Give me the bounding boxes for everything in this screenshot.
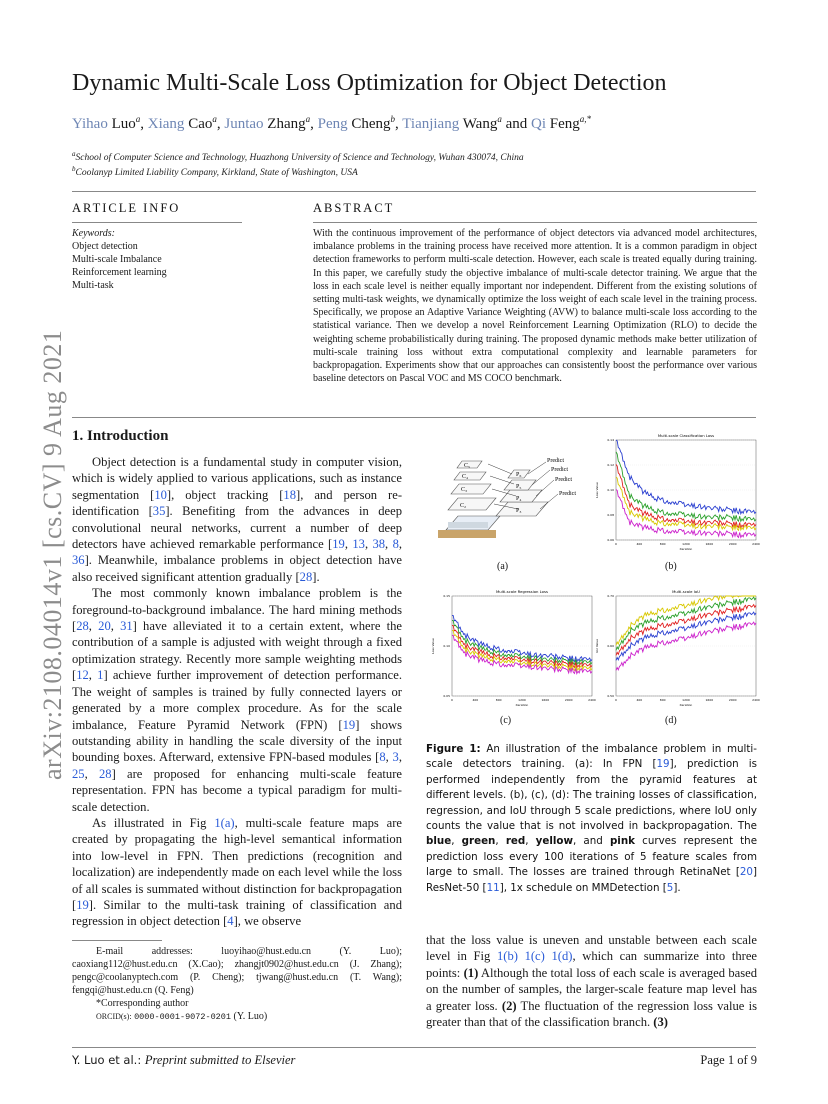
text-run: , — [88, 668, 98, 683]
citation-link[interactable]: 5 — [666, 881, 674, 894]
text-run: The fluctuation of the regression loss value is greater than that of the classification branch. — [426, 998, 757, 1030]
text-run: , which can summarize into three points: — [426, 949, 757, 980]
airplane-image — [438, 530, 496, 538]
affiliation-a: $^a$School of Computer Science and Technology, Huazhong University of Science and Technology, Wuhan 430074, China — [72, 150, 524, 164]
citation-link[interactable]: 28 — [98, 766, 112, 781]
keyword-item: Multi-task — [72, 280, 114, 291]
text-run: , — [495, 835, 506, 848]
y-tick-label: 0.12 — [607, 463, 614, 467]
fpn-scale-label: C₅ — [464, 463, 471, 469]
x-tick-label: 2400 — [752, 698, 760, 702]
text-run: , — [525, 835, 536, 848]
text-run: ]. Similar to the multi-task training of classification and regression in object detection [ — [72, 897, 402, 929]
fpn-plane — [451, 484, 491, 494]
citation-link[interactable]: 8 — [379, 750, 386, 765]
intro-paragraph-3 — [72, 815, 402, 930]
author[interactable]: Qi Feng$^{a,*}$ — [531, 114, 591, 132]
abstract-text: With the continuous improvement of the performance of object detectors via advanced model architectures, imbalance problems in the training process have received more attention. It is a common paradigm in object detection frameworks to perform multi-scale detection. However, each scale is treated equally during training. In this paper, we carefully study the objective imbalance of multi-scale detector training. We argue that the loss in each scale level is neither equally important nor independent. Different from the existing solutions of setting multi-task weights, we dynamically optimize the loss weight of each scale level in the training process. Specifically, we propose an Adaptive Variance Weighting (AVW) to balance multi-scale loss according to the statistical variance. Then we develop a novel Reinforcement Learning Optimization (RLO) to decide the weighting scheme probabilistically during training. The proposed dynamic methods make better utilization of multi-scale training loss without extra computational complexity and learnable parameters for backpropagation. Experiments show that our approaches can consistently boost the performance over various baseline detectors on Pascal VOC and MS COCO benchmark. — [313, 228, 757, 385]
subfigure-label-b: (b) — [665, 561, 677, 572]
intro-paragraph-4 — [426, 932, 757, 1030]
y-tick-label: 0.06 — [607, 538, 614, 542]
text-run: ], object tracking [ — [166, 487, 284, 502]
article-info-rule — [72, 222, 242, 223]
fpn-arrow — [528, 462, 546, 474]
chart-title: Multi-scale Classification Loss — [657, 433, 715, 438]
text-run: The most commonly known imbalance problem is the foreground-to-background imbalance. The hard mining methods [ — [72, 586, 402, 634]
intro-paragraph-1 — [72, 454, 402, 585]
footnote-corresponding: *Corresponding author — [96, 998, 189, 1009]
predict-label: Predict — [551, 467, 568, 473]
authors-and: and — [505, 116, 528, 132]
text-run: ] have alleviated it to a certain extent, where the contribution of a sample is adjusted with weight through a fixed optimization strategy. Recently more sample weighting methods [ — [72, 619, 403, 683]
citation-link[interactable]: 1(d) — [551, 949, 573, 964]
footnote-emails: E-mail addresses: luoyihao@hust.edu.cn (Y. Luo); caoxiang112@hust.edu.cn (X.Cao); zhangjt0902@hust.edu.cn (J. Zhang); pengc@coolanyptech.com (P. Cheng); tjwang@hust.edu.cn (T. Wang); fengqi@hust.edu.cn (Q. Feng) — [72, 946, 402, 996]
text-run: ] achieve further improvement of detection performance. The weight of samples is trained by fully connected layers or generated by a more complex procedure. As for the scale imbalance, Feature Pyramid Network (FPN) [ — [72, 668, 403, 732]
keyword-item: Multi-scale Imbalance — [72, 254, 162, 265]
text-run: , — [344, 537, 353, 552]
fpn-level-label: P₄ — [516, 496, 522, 502]
fpn-arrow — [540, 494, 558, 509]
x-tick-label: 2400 — [588, 698, 596, 702]
author[interactable]: Peng Cheng$^b$ — [317, 114, 396, 132]
x-tick-label: 2000 — [728, 698, 737, 702]
text-run: , multi-scale feature maps are created by propagating the high-level semantical information into low-level in FPN. Then predictions (recognition and localization) are independently made on each level while the loss of all scales is summated without distinction for backpropagation [ — [72, 815, 402, 912]
citation-link[interactable]: 1(c) — [524, 949, 545, 964]
bold-run: (1) — [463, 965, 479, 980]
chart-title: Multi-scale IoU — [672, 589, 700, 594]
predict-label: Predict — [555, 477, 572, 483]
citation-link[interactable]: 19 — [656, 758, 670, 771]
x-axis-label: iteration — [679, 547, 693, 551]
y-tick-label: 0.10 — [607, 488, 614, 492]
text-run: ] are proposed for enhancing multi-scale feature representation. FPN has become a typical paradigm for multi-scale detection. — [72, 766, 402, 814]
author-list: Yihao Luo$^a$, Xiang Cao$^a$, Juntao Zhang$^a$, Peng Cheng$^b$, Tianjiang Wang$^a$ and Qi Feng$^{a,*}$ — [72, 114, 591, 132]
chart-panel-d — [592, 584, 762, 710]
keyword-item: Object detection — [72, 241, 138, 252]
fpn-arrow — [532, 470, 550, 485]
citation-link[interactable]: 18 — [283, 487, 297, 502]
abstract-rule — [313, 222, 757, 223]
bold-run: blue — [426, 835, 452, 848]
predict-label: Predict — [547, 458, 564, 464]
y-tick-label: 0.15 — [443, 594, 450, 598]
citation-link[interactable]: 28 — [76, 619, 89, 634]
footer-preprint: Preprint submitted to Elsevier — [144, 1053, 296, 1067]
y-tick-label: 0.05 — [443, 694, 450, 698]
y-tick-label: 0.70 — [607, 594, 614, 598]
fpn-plane — [454, 472, 486, 480]
predict-label: Predict — [559, 491, 576, 497]
text-run: Although the total loss of each scale is averaged based on the number of samples, the larger-scale feature map level has a greater loss. — [426, 965, 757, 1013]
fpn-scale-label: C₄ — [462, 474, 469, 480]
text-run: , — [385, 750, 393, 765]
footer-left: Y. Luo et al.: Preprint submitted to Elsevier — [72, 1053, 296, 1067]
fpn-level-label: P₅ — [516, 484, 522, 490]
fpn-scale-label: C₂ — [460, 503, 467, 509]
abstract-bottom-rule — [72, 417, 756, 418]
text-run: ]. Meanwhile, imbalance problems in object detection have also received significant attention gradually [ — [72, 553, 402, 584]
text-run: , — [398, 750, 402, 765]
text-run: Object detection is a fundamental study in computer vision, which is widely applied to various applications, such as instance segmentation [ — [72, 455, 402, 502]
text-run: ] ResNet-50 [ — [426, 866, 757, 894]
x-tick-label: 1200 — [682, 698, 690, 702]
text-run: that the loss value is uneven and unstable between each scale level in Fig — [426, 933, 757, 964]
text-run: , — [88, 619, 99, 634]
text-run: curves represent the prediction loss every 100 iterations of 5 feature scales from large to small. The losses are trained through RetinaNet [ — [426, 835, 758, 879]
text-run: , — [110, 619, 121, 634]
fpn-scale-label: C₃ — [461, 487, 468, 493]
y-tick-label: 0.14 — [607, 438, 614, 442]
text-run — [518, 949, 525, 963]
x-tick-label: 2000 — [564, 698, 573, 702]
citation-link[interactable]: 31 — [120, 619, 133, 634]
citation-link[interactable]: 19 — [76, 897, 89, 912]
text-run: ], and person re-identification [ — [72, 487, 403, 519]
citation-link[interactable]: 28 — [299, 569, 313, 584]
citation-link[interactable]: 20 — [739, 866, 753, 879]
citation-link[interactable]: 4 — [227, 914, 234, 929]
text-run: , — [398, 537, 403, 552]
text-run: As illustrated in Fig — [92, 815, 215, 830]
citation-link[interactable]: 25 — [72, 766, 85, 781]
citation-link[interactable]: 8 — [392, 537, 399, 552]
fpn-arrow — [488, 464, 512, 474]
bold-run: yellow — [535, 835, 574, 848]
bold-run: green — [461, 835, 496, 848]
citation-link[interactable]: 1(b) — [496, 949, 518, 964]
x-axis-label: iteration — [679, 703, 693, 707]
text-run: An illustration of the imbalance problem in multi-scale detectors training. (a): In FPN [ — [426, 743, 757, 771]
fpn-arrow — [536, 480, 554, 496]
footnote-orcid: ORCID(s): 0000-0001-9072-0201 (Y. Luo) — [96, 1011, 268, 1022]
x-tick-label: 400 — [636, 698, 643, 702]
regression-loss-chart — [428, 584, 598, 710]
y-tick-label: 0.08 — [607, 513, 614, 517]
bold-run: (2) — [501, 998, 517, 1013]
figure-caption — [426, 742, 757, 896]
fpn-level-label: P₃ — [516, 508, 522, 514]
citation-link[interactable]: 38 — [372, 537, 386, 552]
subfigure-label-c: (c) — [500, 715, 512, 726]
text-run: , and — [573, 835, 610, 848]
keywords-block — [72, 227, 272, 292]
x-tick-label: 400 — [472, 698, 479, 702]
text-run: ]. — [312, 569, 320, 584]
citation-link[interactable]: 19 — [332, 537, 345, 552]
chart-title: Multi-scale Regression Loss — [496, 589, 548, 594]
citation-link[interactable]: 13 — [352, 537, 365, 552]
citation-link[interactable]: 36 — [72, 553, 85, 568]
author[interactable]: Juntao Zhang$^a$ — [224, 114, 311, 132]
iou-chart — [592, 584, 762, 710]
y-axis-label: Loss Value — [595, 482, 599, 498]
keyword-item: Reinforcement learning — [72, 267, 167, 278]
footer-author: Y. Luo et al. — [72, 1053, 138, 1067]
text-run: , — [84, 766, 99, 781]
page-number: Page 1 of 9 — [700, 1053, 757, 1067]
affiliation-b: $^b$Coolanyp Limited Liability Company, Kirkland, State of Washington, USA — [72, 165, 358, 179]
x-tick-label: 1200 — [518, 698, 526, 702]
intro-left-column — [72, 454, 402, 930]
y-tick-label: 0.50 — [607, 694, 614, 698]
x-tick-label: 2400 — [752, 542, 760, 546]
abstract-heading: ABSTRACT — [313, 201, 395, 215]
chart-panel-b — [592, 428, 762, 554]
citation-link[interactable]: 20 — [98, 619, 111, 634]
author[interactable]: Tianjiang Wang$^a$ — [402, 114, 502, 132]
citation-link[interactable]: 10 — [154, 487, 167, 502]
text-run: , — [385, 537, 393, 552]
footnote-rule — [72, 940, 162, 941]
intro-right-column — [426, 932, 757, 1030]
y-tick-label: 0.60 — [607, 644, 614, 648]
subfigure-label-a: (a) — [497, 561, 509, 572]
text-run: ], we observe — [233, 914, 302, 929]
x-tick-label: 800 — [659, 698, 666, 702]
x-tick-label: 1600 — [541, 698, 550, 702]
citation-link[interactable]: 11 — [486, 881, 500, 894]
bold-run: (3) — [653, 1015, 668, 1030]
citation-link[interactable]: 1(a) — [214, 815, 235, 830]
x-tick-label: 0 — [615, 542, 617, 546]
y-axis-label: Loss Value — [431, 638, 435, 654]
keywords-label: Keywords: — [72, 228, 115, 239]
x-tick-label: 2000 — [728, 542, 737, 546]
text-run: ]. Benefiting from the advances in deep convolutional neural networks, current a number of deep detectors have achieved remarkable performance [ — [72, 504, 402, 552]
paper-title: Dynamic Multi-Scale Loss Optimization for Object Detection — [72, 70, 667, 96]
article-info-heading: ARTICLE INFO — [72, 201, 181, 215]
fpn-diagram-svg — [428, 432, 598, 550]
header-rule — [72, 191, 756, 192]
citation-link[interactable]: 12 — [76, 668, 89, 683]
fpn-level-label: P₆ — [516, 472, 522, 478]
x-tick-label: 1600 — [705, 698, 714, 702]
text-run: , — [364, 537, 373, 552]
citation-link[interactable]: 35 — [152, 504, 166, 519]
x-tick-label: 400 — [636, 542, 643, 546]
citation-link[interactable]: 19 — [342, 717, 356, 732]
bold-run: red — [505, 835, 526, 848]
airplane-image — [448, 522, 488, 528]
bold-run: Figure 1: — [426, 743, 481, 755]
text-run: ] shows outstanding ability in handling the scale diversity of the input bounding boxes. Afterward, extensive FPN-based modules [ — [72, 717, 402, 765]
footer-rule — [72, 1047, 756, 1048]
x-axis-label: iteration — [515, 703, 529, 707]
text-run: ], 1x schedule on MMDetection [ — [499, 881, 667, 894]
x-tick-label: 1200 — [682, 542, 690, 546]
section-heading-introduction: 1. Introduction — [72, 428, 169, 444]
subfigure-label-d: (d) — [665, 715, 677, 726]
x-tick-label: 1600 — [705, 542, 714, 546]
bold-run: pink — [609, 835, 636, 848]
x-tick-label: 800 — [659, 542, 666, 546]
classification-loss-chart — [592, 428, 762, 554]
x-tick-label: 800 — [495, 698, 502, 702]
y-axis-label: IoU Value — [595, 638, 599, 654]
citation-link[interactable]: 3 — [392, 750, 399, 765]
citation-link[interactable]: 1 — [97, 668, 104, 683]
fpn-plane — [448, 498, 496, 510]
arxiv-sidebar — [14, 300, 67, 780]
y-tick-label: 0.10 — [443, 644, 450, 648]
intro-paragraph-2 — [72, 585, 402, 815]
x-tick-label: 0 — [615, 698, 617, 702]
text-run: , — [451, 835, 462, 848]
author[interactable]: Xiang Cao$^a$ — [147, 114, 217, 132]
text-run: ]. — [673, 881, 681, 894]
arxiv-id[interactable]: arXiv:2108.04014v1 [cs.CV] 9 Aug 2021 — [38, 329, 67, 780]
chart-panel-c — [428, 584, 598, 710]
orcid-id[interactable]: 0000-0001-9072-0201 — [134, 1012, 231, 1022]
text-run: ], prediction is performed independently from the pyramid features at different levels. (b), (c), (d): The training losses of classification, regression, and IoU through 5 scale predictions, where IoU only counts the value that is not involved in backpropagation. The — [426, 758, 757, 833]
x-tick-label: 0 — [451, 698, 453, 702]
fpn-diagram — [428, 432, 598, 550]
author[interactable]: Yihao Luo$^a$ — [72, 114, 141, 132]
footnote — [72, 945, 402, 1024]
